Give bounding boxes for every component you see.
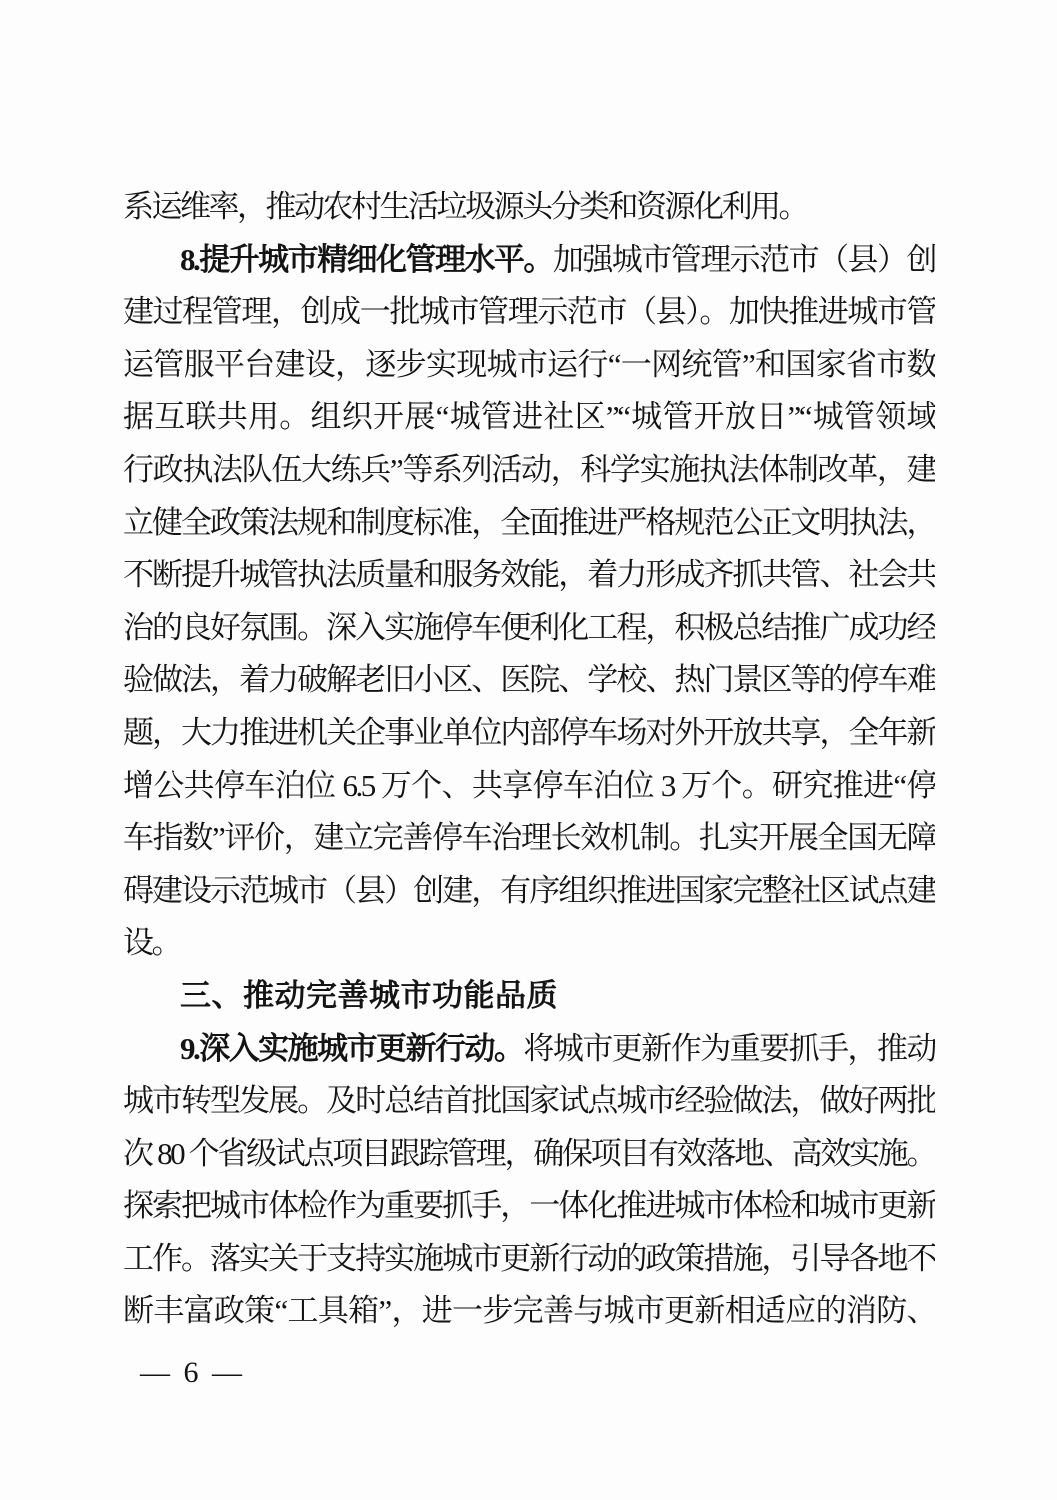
text-line: 据互联共用。组织开展“城管进社区”“城管开放日”“城管领域 (123, 399, 935, 435)
text-line: 不断提升城管执法质量和服务效能，着力形成齐抓共管、社会共 (123, 557, 935, 593)
text-line: 行政执法队伍大练兵”等系列活动，科学实施执法体制改革，建 (123, 451, 935, 487)
text-line: 工作。落实关于支持实施城市更新行动的政策措施，引导各地不 (123, 1240, 935, 1276)
text-line-clause-8 (123, 234, 935, 287)
text-line: 城市转型发展。及时总结首批国家试点城市经验做法，做好两批 (123, 1083, 935, 1119)
text-line: 断丰富政策“工具箱”，进一步完善与城市更新相适应的消防、 (123, 1293, 935, 1329)
text-line: 建过程管理，创成一批城市管理示范市（县）。加快推进城市管 (123, 294, 935, 330)
text-line: 验做法，着力破解老旧小区、医院、学校、热门景区等的停车难 (123, 662, 935, 698)
text-line: 增公共停车泊位 6.5 万个、共享停车泊位 3 万个。研究推进“停 (123, 767, 935, 803)
text-line: 设。 (123, 925, 180, 961)
text-line: 题，大力推进机关企事业单位内部停车场对外开放共享，全年新 (123, 714, 935, 750)
text-line: 车指数”评价，建立完善停车治理长效机制。扎实开展全国无障 (123, 820, 935, 856)
clause-9-lead: 9.深入实施城市更新行动。 (180, 1030, 524, 1066)
text-line: 次 80 个省级试点项目跟踪管理，确保项目有效落地、高效实施。 (123, 1135, 935, 1171)
text-line: 系运维率，推动农村生活垃圾源头分类和资源化利用。 (123, 189, 807, 224)
page-number: — 6 — (140, 1356, 245, 1389)
text-line: 立健全政策法规和制度标准，全面推进严格规范公正文明执法， (123, 504, 935, 540)
document-body (123, 181, 935, 1338)
text-line-rest: 将城市更新作为重要抓手，推动 (523, 1030, 935, 1066)
clause-8-lead: 8.提升城市精细化管理水平。 (180, 241, 553, 277)
text-line: 碍建设示范城市（县）创建，有序组织推进国家完整社区试点建 (123, 872, 935, 908)
section-heading-3: 三、推动完善城市功能品质 (180, 977, 558, 1013)
text-line: 运管服平台建设，逐步实现城市运行“一网统管”和国家省市数 (123, 346, 935, 382)
text-line: 探索把城市体检作为重要抓手，一体化推进城市体检和城市更新 (123, 1188, 935, 1224)
text-line-clause-9 (123, 1023, 935, 1076)
text-line-rest: 加强城市管理示范市（县）创 (552, 241, 935, 277)
text-line: 治的良好氛围。深入实施停车便利化工程，积极总结推广成功经 (123, 609, 935, 645)
